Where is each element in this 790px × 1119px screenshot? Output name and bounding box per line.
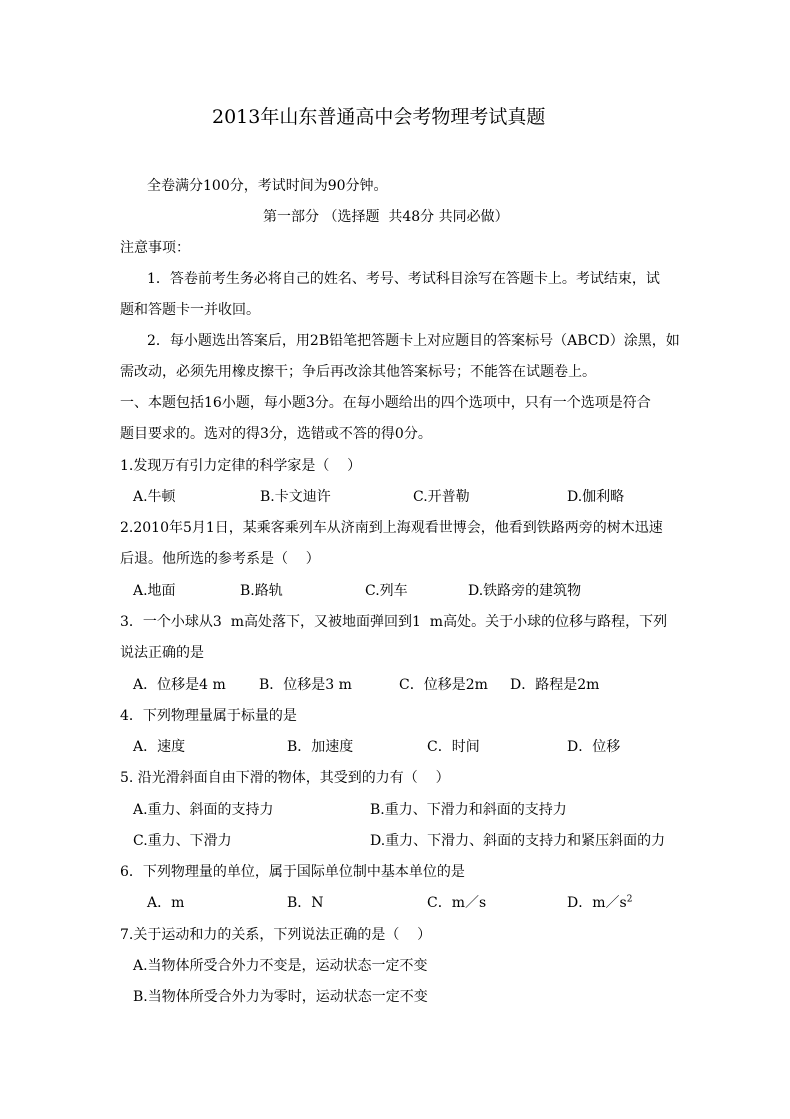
question-6-option-d-text: D．m／s	[567, 895, 627, 911]
question-4-option-c: C．时间	[427, 739, 480, 755]
question-3-option-a: A．位移是4 m	[133, 677, 226, 693]
question-1-stem: 1.发现万有引力定律的科学家是（ ）	[120, 458, 362, 474]
question-2-option-b: B.路轨	[240, 583, 283, 599]
question-3-option-d: D．路程是2m	[510, 677, 600, 693]
question-6-option-a: A．m	[147, 895, 185, 911]
question-6-option-b: B．N	[287, 895, 324, 911]
question-5-option-c: C.重力、下滑力	[133, 833, 232, 849]
question-3-option-b: B．位移是3 m	[259, 677, 352, 693]
note-2-line-2: 需改动，必须先用橡皮擦干；争后再改涂其他答案标号；不能答在试题卷上。	[120, 364, 596, 380]
note-1-line-1: 1．答卷前考生务必将自己的姓名、考号、考试科目涂写在答题卡上。考试结束，试	[147, 271, 660, 287]
question-1-option-b: B.卡文迪许	[260, 489, 331, 505]
question-4-option-d: D．位移	[567, 739, 621, 755]
question-6-option-d	[567, 893, 632, 913]
question-7-option-a: A.当物体所受合外力不变是，运动状态一定不变	[133, 958, 428, 974]
question-1-option-a: A.牛顿	[133, 489, 176, 505]
question-7-stem: 7.关于运动和力的关系，下列说法正确的是（ ）	[120, 927, 432, 943]
question-5-option-d: D.重力、下滑力、斜面的支持力和紧压斜面的力	[370, 833, 666, 849]
question-5-option-b: B.重力、下滑力和斜面的支持力	[370, 802, 567, 818]
question-7-option-b: B.当物体所受合外力为零时，运动状态一定不变	[133, 989, 428, 1005]
question-6-option-d-exponent: 2	[626, 894, 633, 905]
note-2-line-1: 2．每小题选出答案后，用2B铅笔把答题卡上对应题目的答案标号（ABCD）涂黑，如	[147, 333, 680, 349]
section-instruction-line-1: 一、本题包括16小题，每小题3分。在每小题给出的四个选项中，只有一个选项是符合	[120, 395, 651, 411]
question-5-stem: 5. 沿光滑斜面自由下滑的物体，其受到的力有（ ）	[120, 770, 450, 786]
question-6-option-c: C．m／s	[427, 895, 487, 911]
question-2-option-d: D.铁路旁的建筑物	[468, 583, 582, 599]
question-4-option-b: B．加速度	[287, 739, 354, 755]
question-1-option-c: C.开普勒	[413, 489, 470, 505]
question-6-stem: 6．下列物理量的单位，属于国际单位制中基本单位的是	[120, 864, 465, 880]
section-instruction-line-2: 题目要求的。选对的得3分，选错或不答的得0分。	[120, 426, 432, 442]
page-title: 2013年山东普通高中会考物理考试真题	[212, 106, 546, 128]
question-2-stem-line-1: 2.2010年5月1日，某乘客乘列车从济南到上海观看世博会，他看到铁路两旁的树木迅速	[120, 520, 663, 536]
part-heading: 第一部分 （选择题 共48分 共同必做）	[263, 209, 509, 225]
note-1-line-2: 题和答题卡一并收回。	[120, 302, 260, 318]
question-3-option-c: C．位移是2m	[399, 677, 488, 693]
question-3-stem-line-2: 说法正确的是	[120, 645, 204, 661]
question-2-option-a: A.地面	[133, 583, 176, 599]
question-5-option-a: A.重力、斜面的支持力	[133, 802, 274, 818]
intro-text: 全卷满分100分，考试时间为90分钟。	[147, 178, 388, 194]
question-4-option-a: A．速度	[133, 739, 186, 755]
question-4-stem: 4．下列物理量属于标量的是	[120, 708, 297, 724]
notes-label: 注意事项：	[120, 240, 190, 256]
question-1-option-d: D.伽利略	[567, 489, 625, 505]
question-2-option-c: C.列车	[365, 583, 408, 599]
question-2-stem-line-2: 后退。他所选的参考系是（ ）	[120, 551, 320, 567]
question-3-stem-line-1: 3．一个小球从3 m高处落下，又被地面弹回到1 m高处。关于小球的位移与路程，下列	[120, 614, 668, 630]
